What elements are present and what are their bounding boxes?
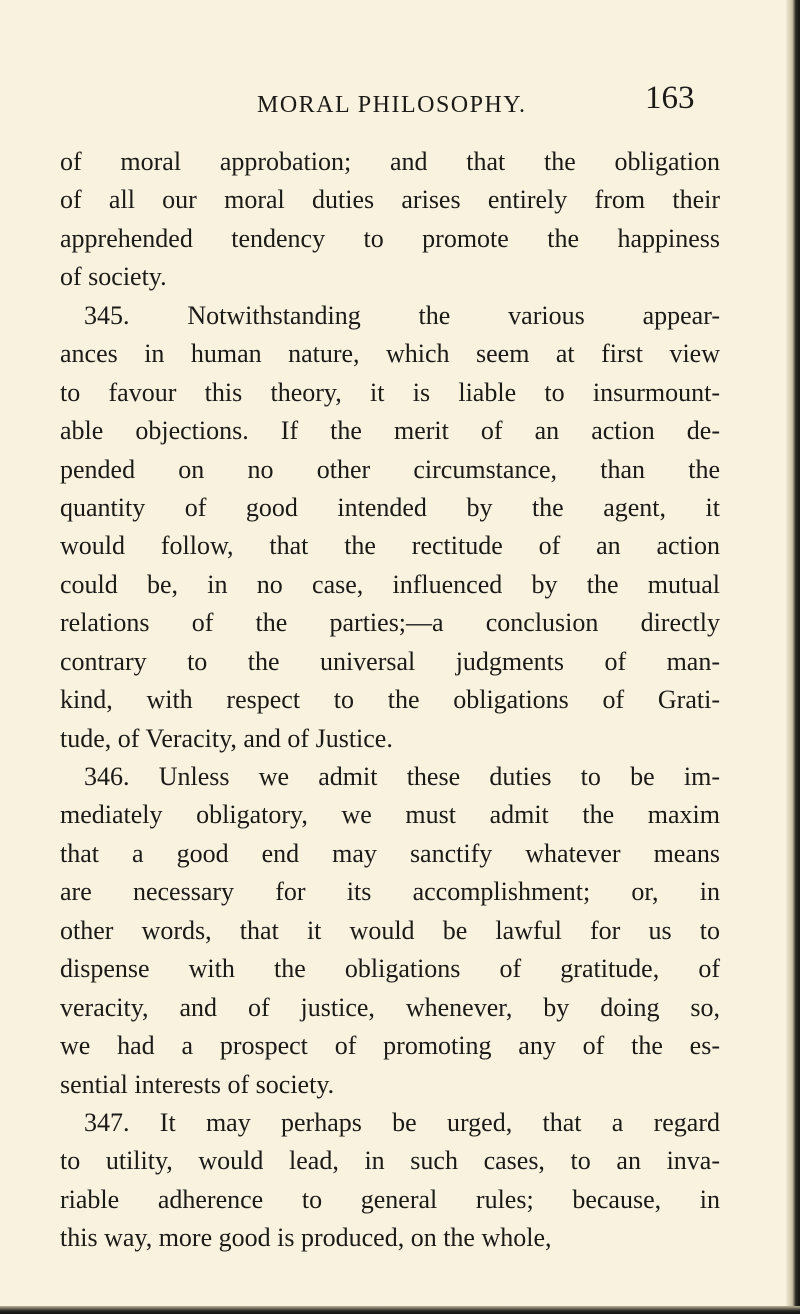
text-line: 347. It may perhaps be urged, that a regard bbox=[84, 1107, 720, 1137]
text-line: of moral approbation; and that the obligation bbox=[60, 147, 720, 176]
text-line: contrary to the universal judgments of man- bbox=[60, 646, 720, 676]
text-line: veracity, and of justice, whenever, by doing so, bbox=[60, 992, 720, 1022]
text-line: dispense with the obligations of gratitude, of bbox=[60, 954, 720, 984]
text-line: tude, of Veracity, and of Justice. bbox=[60, 723, 393, 753]
text-line: this way, more good is produced, on the whole, bbox=[60, 1223, 552, 1253]
page-number: 163 bbox=[645, 80, 695, 116]
text-line: to favour this theory, it is liable to insurmount- bbox=[60, 377, 720, 407]
page-header bbox=[0, 80, 800, 124]
text-line: of all our moral duties arises entirely from their bbox=[60, 185, 720, 215]
text-line: ances in human nature, which seem at first view bbox=[60, 339, 720, 369]
text-line: other words, that it would be lawful for us to bbox=[60, 915, 720, 945]
text-line: kind, with respect to the obligations of Grati- bbox=[60, 685, 720, 715]
text-line: mediately obligatory, we must admit the maxim bbox=[60, 800, 720, 830]
text-line: could be, in no case, influenced by the mutual bbox=[60, 569, 720, 599]
text-line: to utility, would lead, in such cases, to an inva- bbox=[60, 1146, 720, 1176]
text-line: 345. Notwithstanding the various appear- bbox=[84, 300, 720, 330]
text-line: 346. Unless we admit these duties to be im- bbox=[84, 762, 720, 791]
text-line: would follow, that the rectitude of an action bbox=[60, 531, 720, 561]
text-line: are necessary for its accomplishment; or, in bbox=[60, 877, 720, 907]
text-line: sential interests of society. bbox=[60, 1069, 335, 1099]
text-line: riable adherence to general rules; because, in bbox=[60, 1184, 720, 1214]
text-line: that a good end may sanctify whatever means bbox=[60, 838, 720, 868]
text-line: quantity of good intended by the agent, it bbox=[60, 492, 720, 522]
book-spine-edge bbox=[786, 0, 800, 1314]
page-bottom-edge bbox=[0, 1306, 800, 1314]
text-line: able objections. If the merit of an action de- bbox=[60, 416, 720, 446]
text-line: we had a prospect of promoting any of the es- bbox=[60, 1031, 720, 1061]
body-text bbox=[60, 143, 720, 1258]
text-line: relations of the parties;—a conclusion directly bbox=[60, 608, 720, 638]
text-line: pended on no other circumstance, than the bbox=[60, 454, 720, 484]
running-title: MORAL PHILOSOPHY. bbox=[257, 92, 527, 118]
text-line: apprehended tendency to promote the happiness bbox=[60, 223, 720, 253]
text-line: of society. bbox=[60, 262, 167, 292]
